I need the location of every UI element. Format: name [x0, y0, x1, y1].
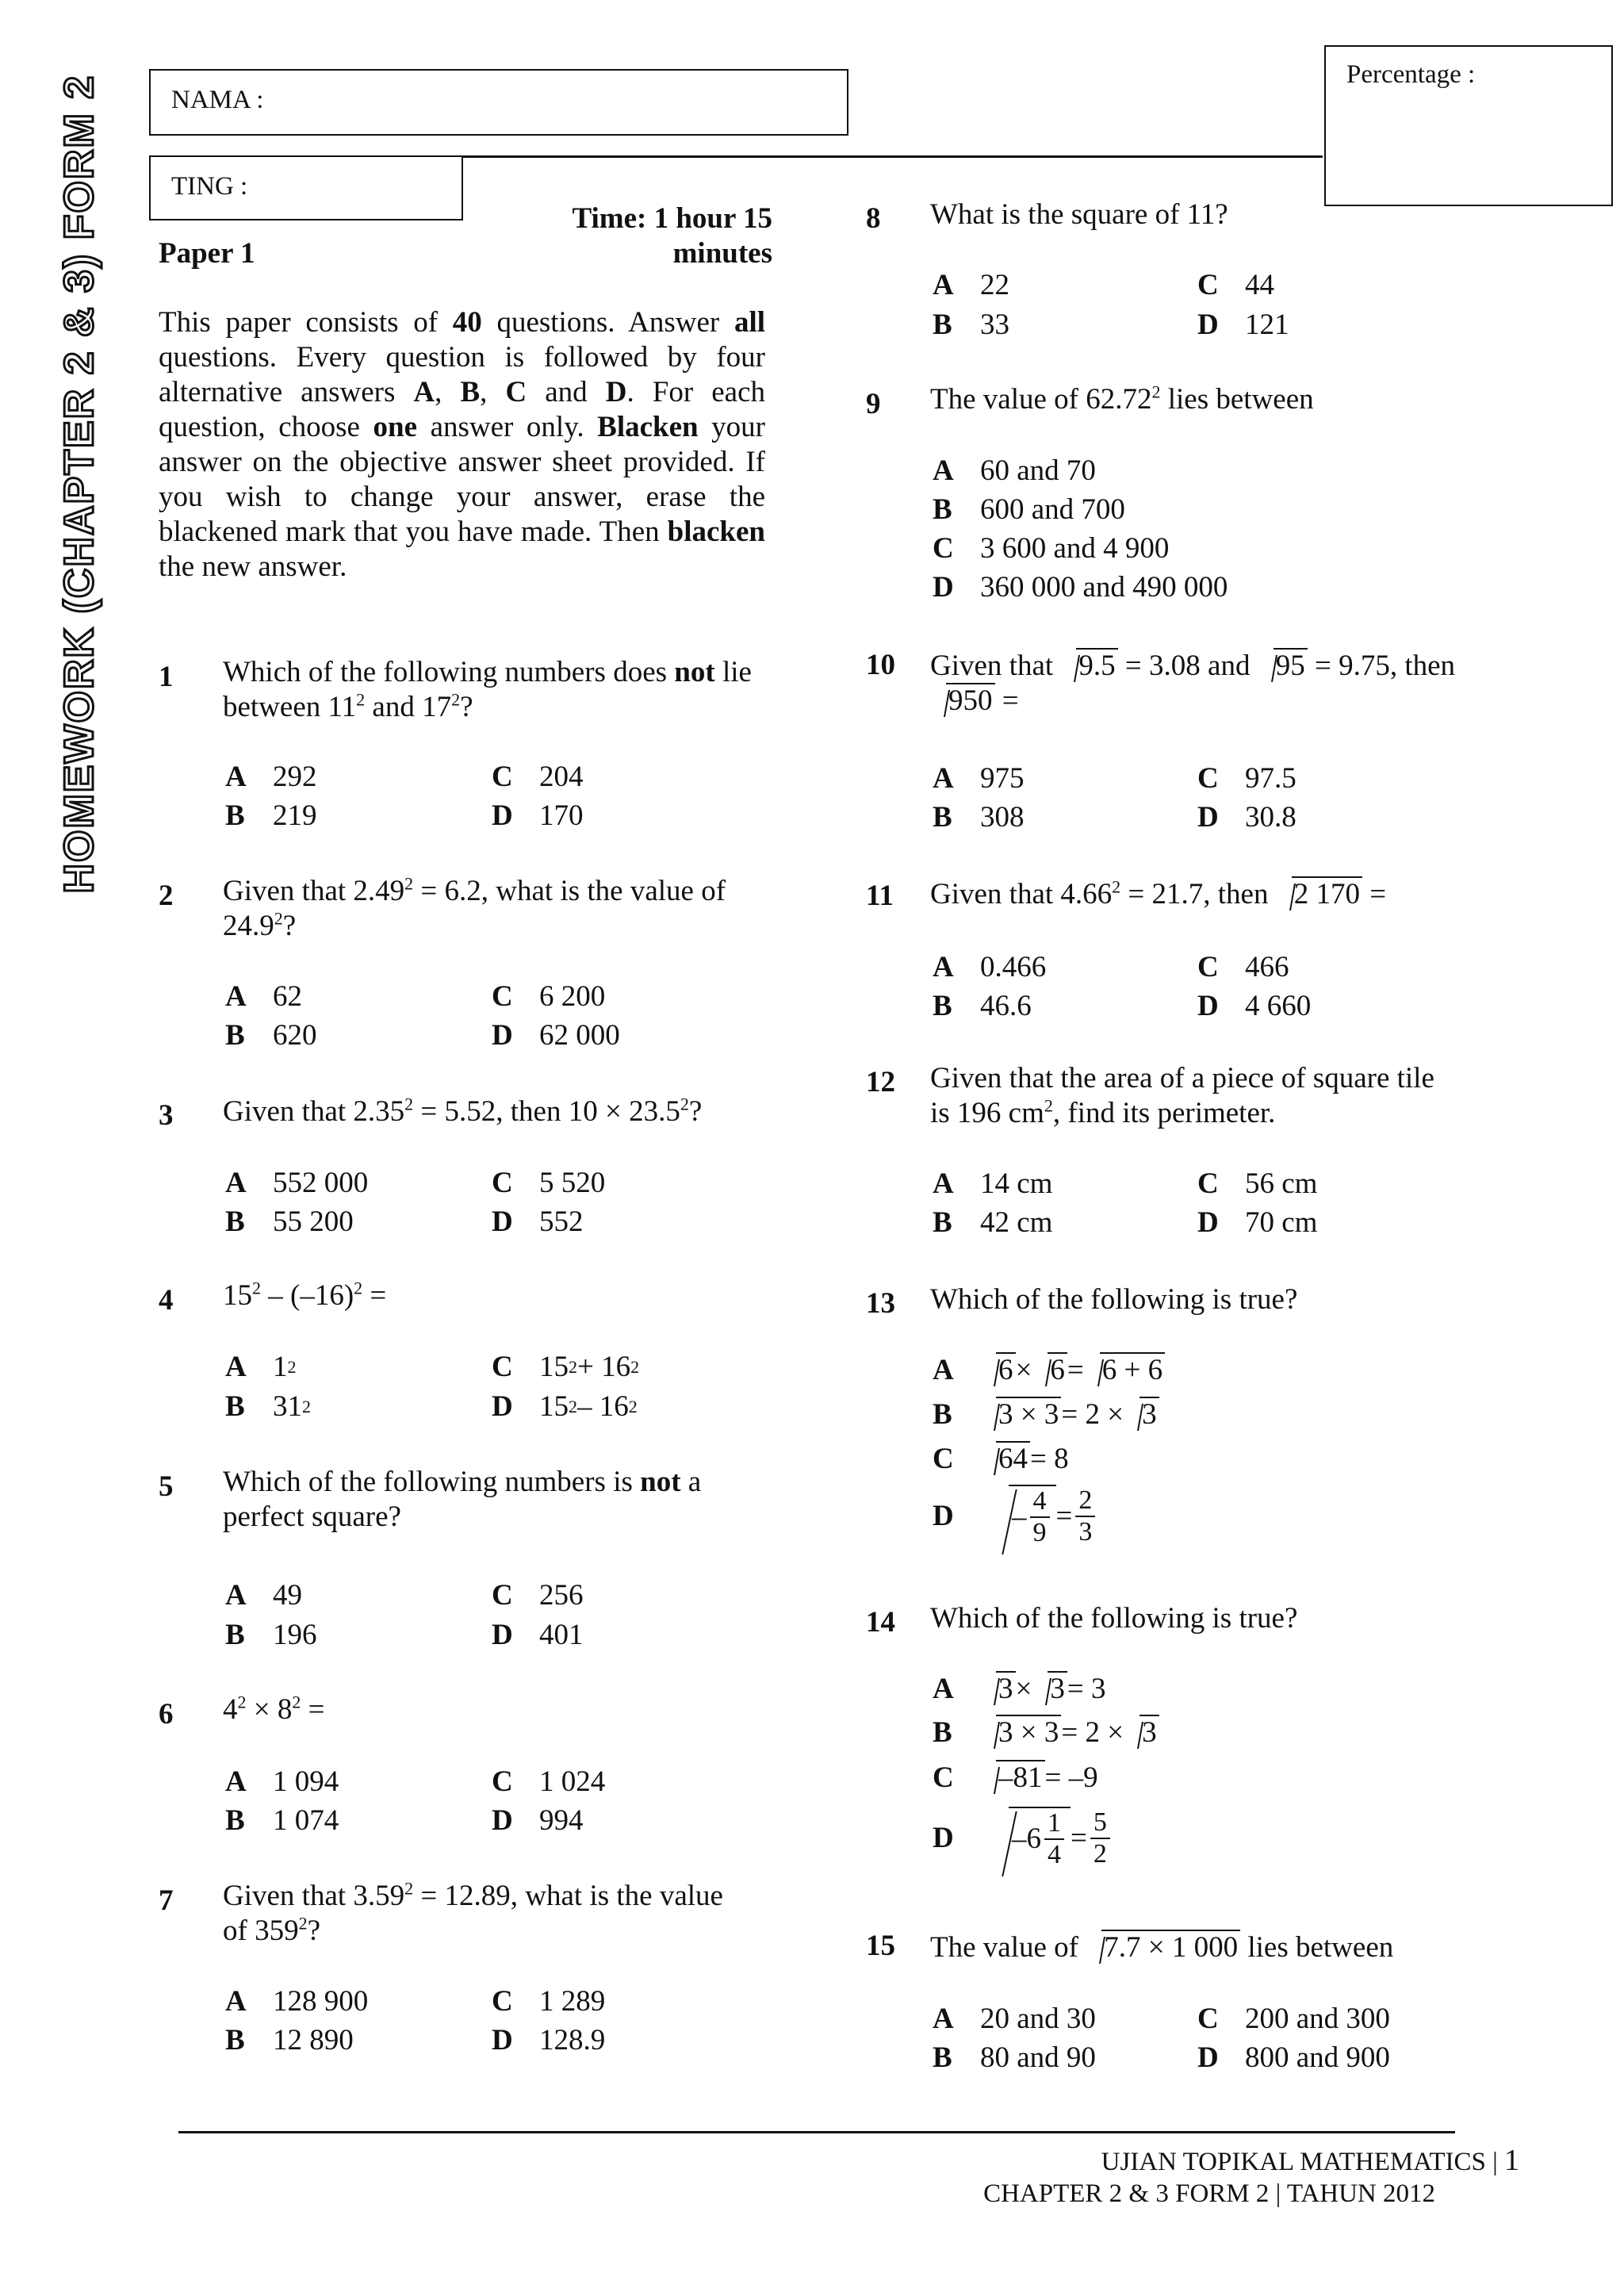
q8-text: What is the square of 11?: [930, 198, 1228, 231]
q13-option-d[interactable]: D – $\frac{4}{9}$ = $\frac{2}{3}$: [933, 1485, 1098, 1548]
q2-option-c[interactable]: C 6 200: [492, 980, 606, 1013]
q7-option-c[interactable]: C 1 289: [492, 1985, 606, 2018]
fraction: $\frac{4}{9}$: [1030, 1486, 1050, 1548]
q6-option-a[interactable]: A 1 094: [225, 1765, 339, 1798]
q10-option-b[interactable]: B 308: [933, 801, 1025, 834]
q4-text: $15^2 - (-16)^2$ =: [223, 1278, 387, 1312]
q1-option-d[interactable]: D 170: [492, 799, 584, 832]
q2-text: Given that $2.49^2 = 6.2$, what is the value of 24.9$^2$?: [223, 873, 726, 942]
q4-option-a[interactable]: A 1 2: [225, 1351, 297, 1383]
page-number: 1: [1504, 2144, 1519, 2177]
fraction: $\frac{5}{2}$: [1090, 1807, 1110, 1869]
sqrt-symbol: 6: [982, 1353, 1016, 1388]
time-line-1: Time: 1 hour 15: [572, 202, 772, 235]
sqrt-symbol: 3 × 3: [982, 1397, 1061, 1432]
sqrt-symbol: – $\frac{4}{9}$: [980, 1485, 1056, 1548]
q12-text: Given that the area of a piece of square tile is 196 $cm^2$, find its perimeter.: [930, 1062, 1434, 1129]
q9-number: 9: [866, 388, 881, 420]
percentage-label: Percentage :: [1346, 60, 1476, 89]
q7-option-b[interactable]: B 12 890: [225, 2024, 354, 2056]
q5-text: Which of the following numbers is not a perfect square?: [223, 1466, 702, 1533]
fraction: $\frac{1}{4}$: [1044, 1808, 1064, 1870]
q4-option-c[interactable]: C 15 2 + 16 2: [492, 1351, 640, 1383]
q11-text: Given that $4.66^2 = 21.7$, then 2 170 =: [930, 876, 1387, 910]
q6-option-c[interactable]: C 1 024: [492, 1765, 606, 1798]
q5-number: 5: [159, 1470, 174, 1503]
q8-option-d[interactable]: D 121: [1197, 309, 1289, 341]
q2-option-d[interactable]: D 62 000: [492, 1019, 620, 1052]
q1-option-c[interactable]: C 204: [492, 761, 584, 793]
q11-number: 11: [866, 880, 894, 912]
q5-option-c[interactable]: C 256: [492, 1579, 584, 1612]
q1-option-b[interactable]: B 219: [225, 799, 317, 832]
sqrt-symbol: 2 170: [1277, 877, 1362, 912]
q7-text: Given that $3.59^2 = 12.89$, what is the value of $359^2$?: [223, 1878, 723, 1947]
q4-number: 4: [159, 1284, 174, 1317]
q3-option-a[interactable]: A 552 000: [225, 1167, 369, 1199]
q8-option-c[interactable]: C 44: [1197, 269, 1274, 301]
q1-number: 1: [159, 661, 174, 693]
q14-option-b[interactable]: B 3 × 3 = 2 × 3: [933, 1715, 1159, 1750]
q12-option-a[interactable]: A 14 cm: [933, 1167, 1053, 1200]
sqrt-symbol: 7.7 × 1 000: [1087, 1930, 1240, 1965]
fraction: $\frac{2}{3}$: [1075, 1485, 1095, 1547]
q8-number: 8: [866, 202, 881, 235]
q10-number: 10: [866, 649, 895, 681]
sqrt-symbol: –6 $\frac{1}{4}$: [980, 1807, 1071, 1870]
q15-option-c[interactable]: C 200 and 300: [1197, 2003, 1390, 2035]
q13-text: Which of the following is true?: [930, 1283, 1298, 1316]
q15-option-a[interactable]: A 20 and 30: [933, 2003, 1096, 2035]
q13-option-c[interactable]: C 64 = 8: [933, 1442, 1069, 1477]
q5-option-b[interactable]: B 196: [225, 1619, 317, 1651]
q2-option-b[interactable]: B 620: [225, 1019, 317, 1052]
q12-option-b[interactable]: B 42 cm: [933, 1206, 1053, 1239]
time-label: [476, 201, 772, 271]
q15-number: 15: [866, 1930, 895, 1962]
q14-text: Which of the following is true?: [930, 1602, 1298, 1635]
sqrt-symbol: 3: [1033, 1672, 1067, 1707]
q2-number: 2: [159, 880, 174, 912]
footer-line-1: UJIAN TOPIKAL MATHEMATICS | 1: [1101, 2144, 1519, 2177]
q13-number: 13: [866, 1287, 895, 1320]
q14-option-a[interactable]: A 3 × 3 = 3: [933, 1672, 1106, 1707]
sqrt-symbol: 6 + 6: [1086, 1353, 1165, 1388]
nama-field[interactable]: [149, 69, 848, 136]
q6-text: $4^2 \times 8^2$ =: [223, 1692, 325, 1726]
side-title: [56, 63, 103, 904]
q15-option-b[interactable]: B 80 and 90: [933, 2041, 1096, 2074]
ting-label: TING :: [171, 172, 248, 201]
sqrt-symbol: 9.5: [1062, 649, 1117, 684]
ting-field[interactable]: [149, 155, 463, 220]
sqrt-symbol: 3: [1125, 1397, 1159, 1432]
paper-label: Paper 1: [159, 237, 255, 270]
q11-option-d[interactable]: D 4 660: [1197, 990, 1312, 1022]
side-title-text: HOMEWORK (CHAPTER 2 & 3) FORM 2: [56, 74, 102, 894]
q10-option-d[interactable]: D 30.8: [1197, 801, 1297, 834]
nama-label: NAMA :: [171, 86, 264, 114]
q9-option-d[interactable]: D 360 000 and 490 000: [933, 571, 1228, 604]
q1-text: Which of the following numbers does not lie between $11^2$ and $17^2$?: [223, 656, 752, 723]
q8-option-a[interactable]: A 22: [933, 269, 1009, 301]
q3-option-d[interactable]: D 552: [492, 1205, 584, 1238]
q3-number: 3: [159, 1099, 174, 1132]
q13-option-b[interactable]: B 3 × 3 = 2 × 3: [933, 1397, 1159, 1432]
q12-option-d[interactable]: D 70 cm: [1197, 1206, 1318, 1239]
q1-option-a[interactable]: A 292: [225, 761, 317, 793]
sqrt-symbol: 95: [1259, 649, 1308, 684]
q9-option-c[interactable]: C 3 600 and 4 900: [933, 532, 1170, 565]
q10-text: Given that 9.5 = 3.08 and 95 = 9.75, then 950 =: [930, 650, 1456, 717]
q5-option-d[interactable]: D 401: [492, 1619, 584, 1651]
q12-option-c[interactable]: C 56 cm: [1197, 1167, 1318, 1200]
sqrt-symbol: 6: [1033, 1353, 1067, 1388]
q15-text: The value of 7.7 × 1 000 lies between: [930, 1931, 1394, 1964]
sqrt-symbol: 64: [982, 1442, 1030, 1477]
q2-option-a[interactable]: A 62: [225, 980, 302, 1013]
q15-option-d[interactable]: D 800 and 900: [1197, 2041, 1390, 2074]
footer-rule: [178, 2131, 1455, 2133]
q11-option-a[interactable]: A 0.466: [933, 951, 1047, 983]
sqrt-symbol: 3: [982, 1672, 1016, 1707]
q4-option-d[interactable]: D 15 2 – 16 2: [492, 1390, 638, 1423]
q13-option-a[interactable]: A 6 × 6 = 6 + 6: [933, 1353, 1165, 1388]
q5-option-a[interactable]: A 49: [225, 1579, 302, 1612]
q11-option-c[interactable]: C 466: [1197, 951, 1289, 983]
footer-line-2: CHAPTER 2 & 3 FORM 2 | TAHUN 2012: [983, 2179, 1435, 2208]
q14-option-d[interactable]: D –6 $\frac{1}{4}$ = $\frac{5}{2}$: [933, 1807, 1113, 1870]
sqrt-symbol: 3: [1125, 1715, 1159, 1750]
q7-number: 7: [159, 1884, 174, 1917]
q14-number: 14: [866, 1606, 895, 1639]
q12-number: 12: [866, 1066, 895, 1098]
q3-text: Given that $2.35^2 = 5.52$, then $10 \times 23.5^2$?: [223, 1094, 703, 1128]
q6-option-d[interactable]: D 994: [492, 1804, 584, 1837]
sqrt-symbol: 3 × 3: [982, 1715, 1061, 1750]
sqrt-symbol: 950: [932, 684, 995, 719]
q10-option-a[interactable]: A 975: [933, 762, 1025, 795]
q7-option-a[interactable]: A 128 900: [225, 1985, 369, 2018]
q6-number: 6: [159, 1698, 174, 1731]
q9-text: The value of 62.72$^2$ lies between: [930, 381, 1314, 416]
q9-option-b[interactable]: B 600 and 700: [933, 493, 1125, 526]
q11-option-b[interactable]: B 46.6: [933, 990, 1032, 1022]
q10-option-c[interactable]: C 97.5: [1197, 762, 1297, 795]
q14-option-c[interactable]: C –81 = –9: [933, 1761, 1098, 1796]
q3-option-b[interactable]: B 55 200: [225, 1205, 354, 1238]
percentage-field[interactable]: [1324, 45, 1613, 206]
q8-option-b[interactable]: B 33: [933, 309, 1009, 341]
q7-option-d[interactable]: D 128.9: [492, 2024, 606, 2056]
time-line-2: minutes: [672, 237, 772, 270]
q9-option-a[interactable]: A 60 and 70: [933, 454, 1096, 487]
sqrt-symbol: –81: [982, 1761, 1045, 1796]
q6-option-b[interactable]: B 1 074: [225, 1804, 339, 1837]
instructions: This paper consists of 40 questions. Answer all questions. Every question is followed by four alternative answers A, B, C and D. For each question, choose one answer only. Blacken your answer on the objective answer sheet provided. If you wish to change your answer, erase the blackened mark that you have made. Then blacken the new answer.: [159, 306, 765, 583]
q4-option-b[interactable]: B 31 2: [225, 1390, 311, 1423]
q3-option-c[interactable]: C 5 520: [492, 1167, 606, 1199]
